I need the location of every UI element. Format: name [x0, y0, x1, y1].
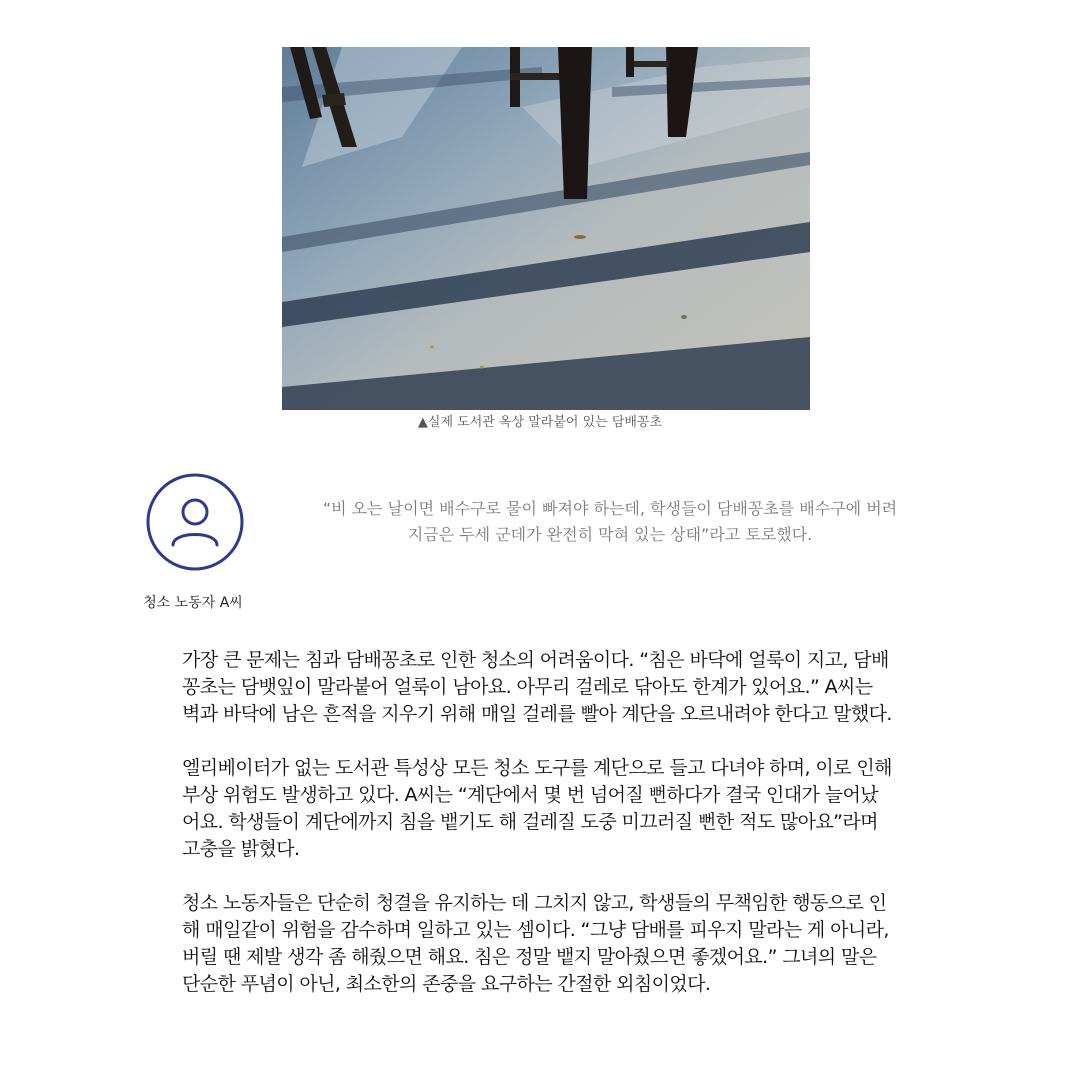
paragraph-line: 청소 노동자들은 단순히 청결을 유지하는 데 그치지 않고, 학생들의 무책임한 행동으로 인	[182, 892, 887, 914]
paragraph-line: 가장 큰 문제는 침과 담배꽁초로 인한 청소의 어려움이다. “침은 바닥에 얼룩이 지고, 담배	[182, 649, 889, 671]
speaker-label: 청소 노동자 A씨	[143, 595, 243, 611]
paragraph-line: 어요. 학생들이 계단에까지 침을 뱉기도 해 걸레질 도중 미끄러질 뻔한 적도 많아요”라며	[182, 811, 878, 833]
paragraph-line: 단순한 푸념이 아닌, 최소한의 존중을 요구하는 간절한 외침이었다.	[182, 973, 711, 995]
paragraph-line: 꽁초는 담뱃잎이 말라붙어 얼룩이 남아요. 아무리 걸레로 닦아도 한계가 있어요.” A씨는	[182, 676, 873, 698]
photo-caption: ▲실제 도서관 옥상 말라붙어 있는 담배꽁초	[417, 415, 663, 430]
photo-illustration	[282, 47, 810, 410]
article-paragraph	[182, 890, 972, 998]
article-body	[182, 647, 972, 1025]
article-paragraph	[182, 647, 972, 728]
paragraph-line: 버릴 땐 제발 생각 좀 해줬으면 해요. 침은 정말 뱉지 말아줬으면 좋겠어요.” 그녀의 말은	[182, 946, 877, 968]
quote-line: 지금은 두세 군데가 완전히 막혀 있는 상태”라고 토로했다.	[407, 525, 813, 544]
paragraph-line: 해 매일같이 위험을 감수하며 일하고 있는 셈이다. “그냥 담배를 피우지 말라는 게 아니라,	[182, 919, 889, 941]
paragraph-line: 벽과 바닥에 남은 흔적을 지우기 위해 매일 걸레를 빨아 계단을 오르내려야 한다고 말했다.	[182, 703, 892, 725]
article-paragraph	[182, 755, 972, 863]
rooftop-floor-photo	[282, 47, 810, 410]
paragraph-line: 부상 위험도 발생하고 있다. A씨는 “계단에서 몇 번 넘어질 뻔하다가 결국 인대가 늘어났	[182, 784, 878, 806]
interview-quote	[280, 496, 940, 548]
paragraph-line: 엘리베이터가 없는 도서관 특성상 모든 청소 도구를 계단으로 들고 다녀야 하며, 이로 인해	[182, 757, 892, 779]
paragraph-line: 고충을 밝혔다.	[182, 838, 300, 860]
quote-line: “비 오는 날이면 배수구로 물이 빠져야 하는데, 학생들이 담배꽁초를 배수구에 버려	[322, 499, 898, 518]
user-icon	[146, 473, 244, 571]
